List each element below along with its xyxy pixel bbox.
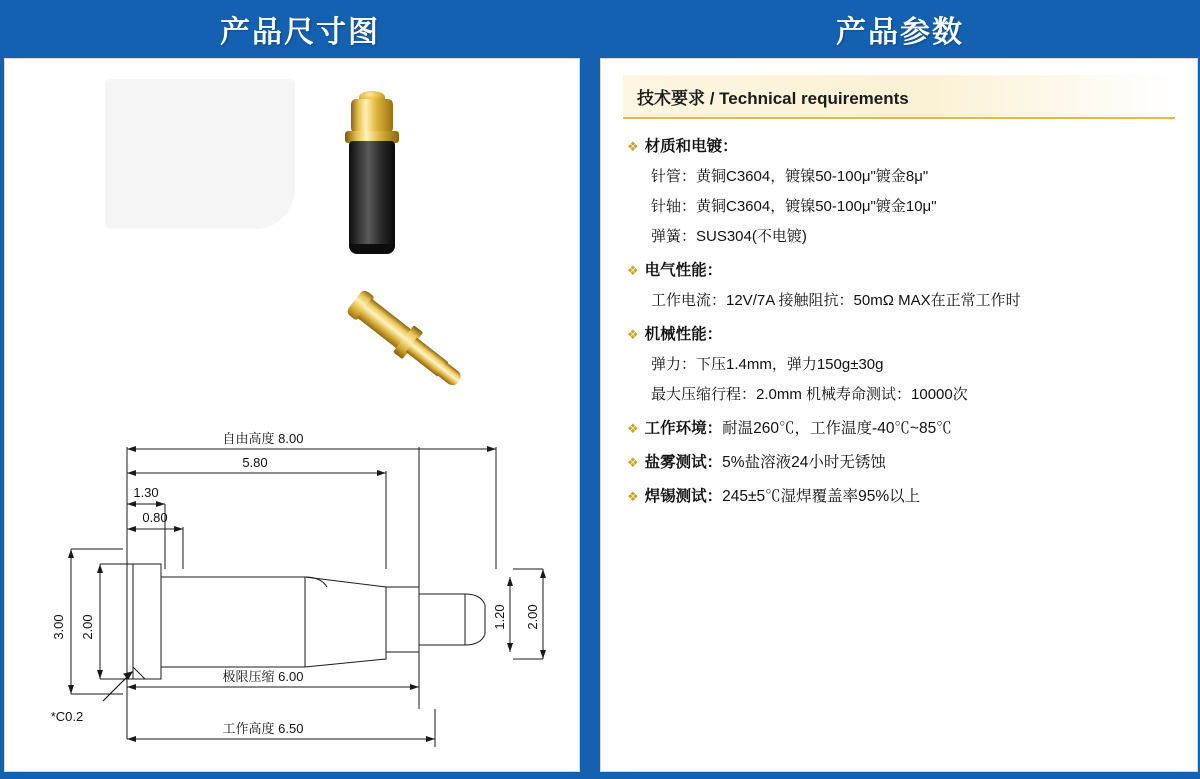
- product-photo: [5, 59, 579, 409]
- dim-200-right-label: 2.00: [525, 604, 540, 630]
- spec-head: [627, 255, 1179, 286]
- heading-right: 产品参数: [836, 16, 964, 49]
- spec-value: 耐温260℃，工作温度-40℃~85℃: [722, 420, 952, 437]
- diamond-bullet-icon: ❖: [627, 421, 639, 436]
- dim-limit-compress-label: 极限压缩 6.00: [222, 669, 304, 684]
- spec-group-material: [627, 131, 1179, 252]
- spec-head: [627, 413, 1179, 444]
- diamond-bullet-icon: ❖: [627, 455, 639, 470]
- technical-drawing: [5, 409, 579, 771]
- spec-label: 工作环境：: [644, 420, 723, 437]
- spec-label: 电气性能：: [644, 262, 723, 279]
- spec-subline: 工作电流：12V/7A 接触阻抗：50mΩ MAX在正常工作时: [651, 292, 1021, 309]
- spec-head: [627, 131, 1179, 162]
- dim-580-label: 5.80: [242, 455, 268, 470]
- technical-requirements-header: [623, 75, 1175, 119]
- spec-subline: 针管：黄铜C3604，镀镍50-100μ"镀金8μ": [651, 168, 929, 185]
- heading-left: 产品尺寸图: [220, 16, 380, 49]
- technical-requirements-title: 技术要求 / Technical requirements: [637, 89, 909, 108]
- spec-label: 焊锡测试：: [644, 488, 723, 505]
- spec-subline: 弹簧：SUS304(不电镀): [651, 228, 807, 245]
- diamond-bullet-icon: ❖: [627, 139, 639, 154]
- dim-chamfer-label: *C0.2: [50, 709, 84, 724]
- dim-200-left-label: 2.00: [80, 614, 95, 640]
- dimension-drawing-panel: [4, 58, 580, 772]
- spec-label: 机械性能：: [644, 326, 723, 343]
- spec-group-environment: [627, 413, 1179, 444]
- spec-group-salt-spray: [627, 447, 1179, 478]
- spec-value: 5%盐溶液24小时无锈蚀: [722, 454, 886, 471]
- diamond-bullet-icon: ❖: [627, 263, 639, 278]
- dim-300-label: 3.00: [51, 614, 66, 640]
- dim-120-label: 1.20: [492, 604, 507, 630]
- spec-list: [601, 131, 1197, 512]
- diamond-bullet-icon: ❖: [627, 489, 639, 504]
- pin-gold-head: [351, 99, 393, 133]
- dim-free-height-label: 自由高度 8.00: [222, 431, 304, 446]
- spec-group-mechanical: [627, 319, 1179, 410]
- spec-head: [627, 447, 1179, 478]
- spec-subline: 弹力：下压1.4mm，弹力150g±30g: [651, 356, 884, 373]
- spec-subline: 针轴：黄铜C3604，镀镍50-100μ"镀金10μ": [651, 198, 937, 215]
- headings-bar: [0, 0, 1200, 58]
- spec-subline: 最大压缩行程：2.0mm 机械寿命测试：10000次: [651, 386, 968, 403]
- spec-value: 245±5℃湿焊覆盖率95%以上: [722, 488, 921, 505]
- spec-head: [627, 319, 1179, 350]
- spec-label: 盐雾测试：: [644, 454, 723, 471]
- photo-background-shape: [105, 79, 295, 229]
- pin-black-body: [349, 141, 395, 249]
- spec-head: [627, 481, 1179, 512]
- dim-work-height-label: 工作高度 6.50: [222, 721, 304, 736]
- spec-group-solder: [627, 481, 1179, 512]
- drawing-svg: [5, 409, 579, 771]
- dim-080-label: 0.80: [142, 510, 168, 525]
- spec-group-electrical: [627, 255, 1179, 316]
- dim-130-label: 1.30: [133, 485, 159, 500]
- parameters-panel: [600, 58, 1198, 772]
- spec-label: 材质和电镀：: [644, 138, 738, 155]
- diamond-bullet-icon: ❖: [627, 327, 639, 342]
